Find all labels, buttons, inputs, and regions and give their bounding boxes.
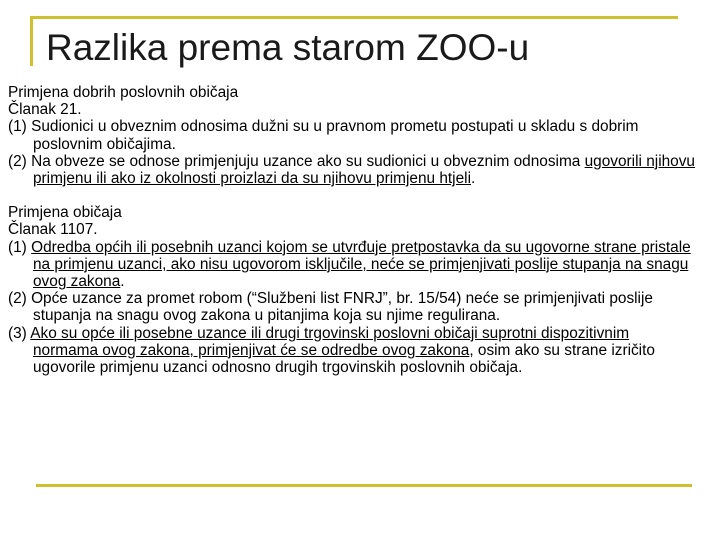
paragraph-2-1-prefix: (1) [8, 238, 32, 256]
paragraph-1-2 [8, 153, 698, 187]
top-rule [30, 16, 678, 19]
paragraph-2-3-suffix: , osim ako su strane izričito ugovorile primjenu uzanci odnosno drugih trgovinskih poslovnih običaja. [33, 341, 655, 377]
paragraph-2-1-underlined: Odredba općih ili posebnih uzanci kojom se utvrđuje pretpostavka da su ugovorne strane pristale na primjenu uzanci, ako nisu ugovorom isključile, neće se primjenjivati poslije stupanja na snagu ovog zakona [31, 238, 691, 291]
slide-body [8, 84, 698, 376]
paragraph-2-3-prefix: (3) [8, 324, 31, 342]
section-heading-1: Primjena dobrih poslovnih običaja [8, 84, 239, 101]
paragraph-2-3 [8, 325, 698, 377]
paragraph-2-2: (2) Opće uzance za promet robom (“Službeni list FNRJ”, br. 15/54) neće se primjenjivati poslije stupanja na snagu ovog zakona u pitanjima koja su njime regulirana. [8, 290, 653, 325]
paragraph-1-2-underlined: ugovorili njihovu primjenu ili ako iz okolnosti proizlazi da su njihovu primjenu htjeli [33, 152, 695, 188]
slide-title: Razlika prema starom ZOO-u [46, 27, 530, 68]
article-label-2: Članak 1107. [8, 221, 98, 239]
section-heading-2: Primjena običaja [8, 204, 122, 222]
section-spacer [8, 187, 698, 204]
paragraph-2-1-suffix: . [120, 273, 125, 291]
bottom-rule [36, 484, 692, 487]
left-rule [30, 16, 33, 66]
paragraph-1-2-suffix: . [471, 170, 476, 188]
paragraph-1-1: (1) Sudionici u obveznim odnosima dužni su u pravnom prometu postupati u skladu s dobrim poslovnim običajima. [8, 118, 639, 153]
paragraph-1-2-prefix: (2) Na obveze se odnose primjenjuju uzance ako su sudionici u obveznim odnosima [8, 152, 585, 170]
article-label-1: Članak 21. [8, 101, 82, 119]
paragraph-2-3-underlined: Ako su opće ili posebne uzance ili drugi trgovinski poslovni običaji suprotni dispozitivnim normama ovog zakona, primjenjivat će se odredbe ovog zakona [30, 324, 630, 359]
paragraph-2-1 [8, 239, 698, 291]
